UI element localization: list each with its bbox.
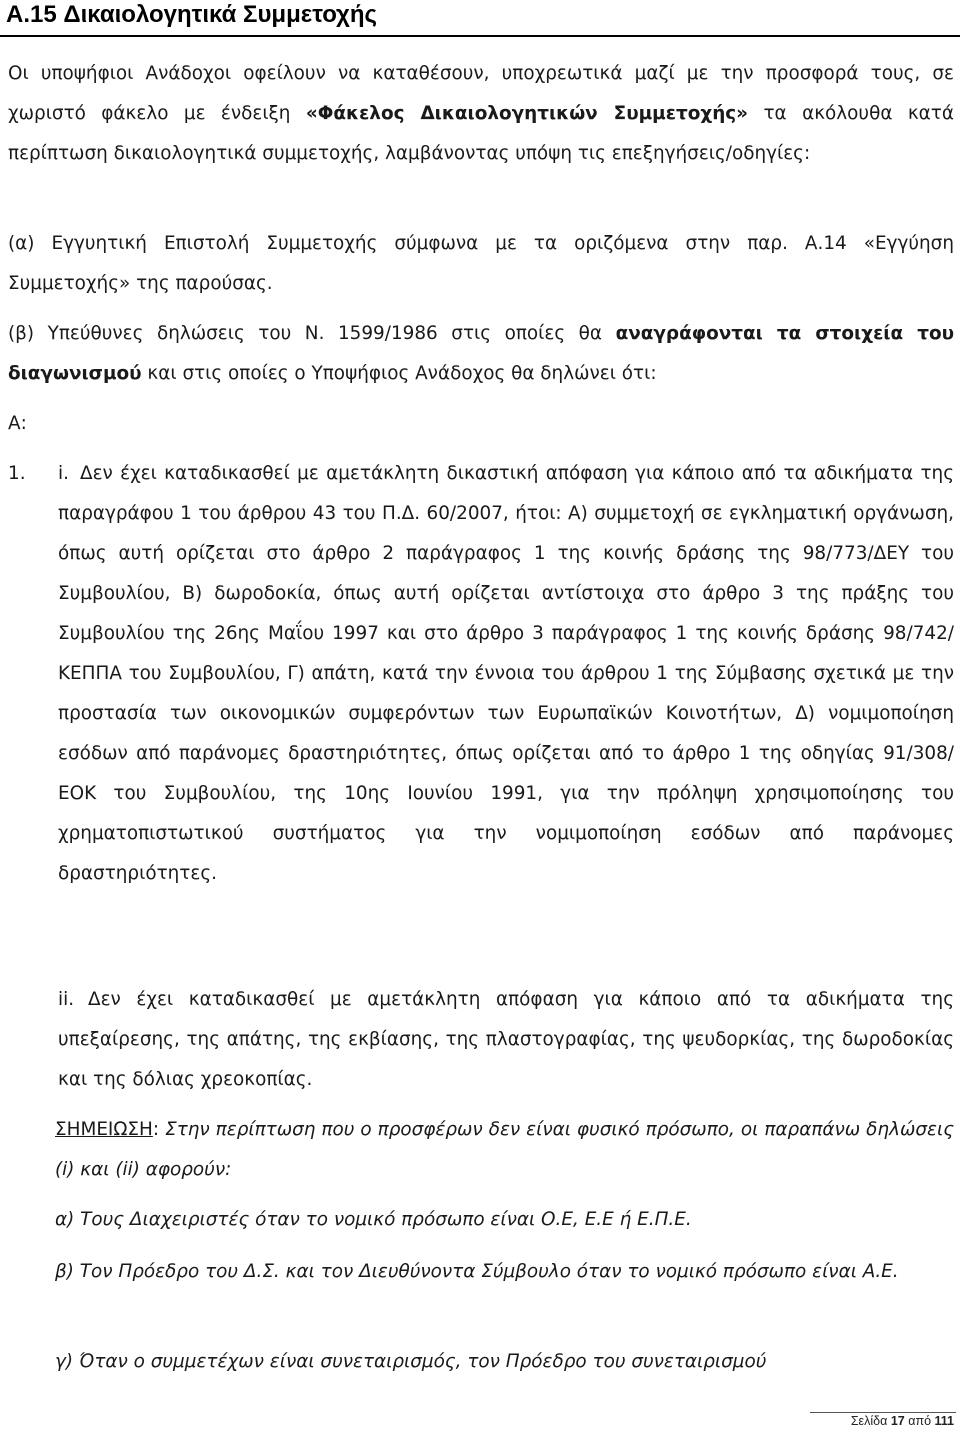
item-ii-text: Δεν έχει καταδικασθεί με αμετάκλητη απόφαση για κάποιο από τα αδικήματα της υπεξαίρεσης, της απάτης, της εκβίασης, της πλαστογραφίας, της ψευδορκίας, της δωροδοκίας και της δόλιας χρεοκοπίας. <box>58 989 954 1090</box>
item-ii-marker: ii. <box>58 989 75 1010</box>
note-item-b: β) Τον Πρόεδρο του Δ.Σ. και τον Διευθύνοντα Σύμβουλο όταν το νομικό πρόσωπο είναι Α.Ε. <box>55 1261 899 1282</box>
para-b-text-after: και στις οποίες ο Υποψήφιος Ανάδοχος θα δηλώνει ότι: <box>141 363 657 384</box>
page-footer <box>851 1413 954 1430</box>
paragraph-b <box>8 314 954 394</box>
footer-page-label: Σελίδα <box>850 1414 888 1428</box>
para-b-bold: αναγράφονται τα στοιχεία του διαγωνισμού <box>8 323 954 384</box>
note-label: ΣΗΜΕΙΩΣΗ <box>55 1119 153 1140</box>
note-text: Στην περίπτωση που ο προσφέρων δεν είναι φυσικό πρόσωπο, οι παραπάνω δηλώσεις (i) και (ii) αφορούν: <box>55 1119 954 1180</box>
note-item-g: γ) Όταν ο συμμετέχων είναι συνεταιρισμός, τον Πρόεδρο του συνεταιρισμού <box>55 1351 767 1372</box>
list-number: 1. <box>8 463 26 484</box>
alpha-label: Α: <box>8 413 27 434</box>
item-i-marker: i. <box>58 463 69 484</box>
footer-of-label: από <box>908 1414 932 1428</box>
intro-text-after: τα ακόλουθα κατά περίπτωση δικαιολογητικά συμμετοχής, λαμβάνοντας υπόψη τις επεξηγήσεις/οδηγίες: <box>8 103 954 164</box>
intro-paragraph <box>8 54 954 174</box>
intro-bold-envelope: «Φάκελος Δικαιολογητικών Συμμετοχής» <box>305 103 749 124</box>
note-item-a: α) Τους Διαχειριστές όταν το νομικό πρόσωπο είναι Ο.Ε, Ε.Ε ή Ε.Π.Ε. <box>55 1209 692 1230</box>
section-heading: A.15 Δικαιολογητικά Συμμετοχής <box>6 1 377 28</box>
note-colon: : <box>152 1119 160 1140</box>
footer-current-page: 17 <box>890 1414 905 1428</box>
footer-total-pages: 111 <box>934 1414 954 1428</box>
heading-rule <box>0 35 960 37</box>
intro-text-before: Οι υποψήφιοι Ανάδοχοι οφείλουν να καταθέσουν, υποχρεωτικά μαζί με την προσφορά τους, σε χωριστό φάκελο με ένδειξη <box>8 63 954 124</box>
para-b-text-before: (β) Υπεύθυνες δηλώσεις του Ν. 1599/1986 στις οποίες θα <box>8 323 616 344</box>
list-item-ii <box>58 980 954 1100</box>
note-paragraph <box>55 1110 954 1190</box>
paragraph-a: (α) Εγγυητική Επιστολή Συμμετοχής σύμφωνα με τα οριζόμενα στην παρ. Α.14 «Εγγύηση Συμμετοχής» της παρούσας. <box>8 233 954 294</box>
item-i-text: Δεν έχει καταδικασθεί με αμετάκλητη δικαστική απόφαση για κάποιο από τα αδικήματα της παραγράφου 1 του άρθρου 43 του Π.Δ. 60/2007, ήτοι: Α) συμμετοχή σε εγκληματική οργάνωση, όπως αυτή ορίζεται στο άρθρο 2 παράγραφος 1 της κοινής δράσης της 98/773/ΔΕΥ του Συμβουλίου, Β) δωροδοκία, όπως αυτή ορίζεται αντίστοιχα στο άρθρο 3 της πράξης του Συμβουλίου της 26ης Μαΐου 1997 και στο άρθρο 3 παράγραφος 1 της κοινής δράσης 98/742/ΚΕΠΠΑ του Συμβουλίου, Γ) απάτη, κατά την έννοια του άρθρου 1 της Σύμβασης σχετικά με την προστασία των οικονομικών συμφερόντων των Ευρωπαϊκών Κοινοτήτων, Δ) νομιμοποίηση εσόδων από παράνομες δραστηριότητες, όπως ορίζεται από το άρθρο 1 της οδηγίας 91/308/ΕΟΚ του Συμβουλίου, της 10ης Ιουνίου 1991, για την πρόληψη χρησιμοποίησης του χρηματοπιστωτικού συστήματος για την νομιμοποίηση εσόδων από παράνομες δραστηριότητες. <box>58 463 954 884</box>
list-item-i <box>58 454 954 894</box>
